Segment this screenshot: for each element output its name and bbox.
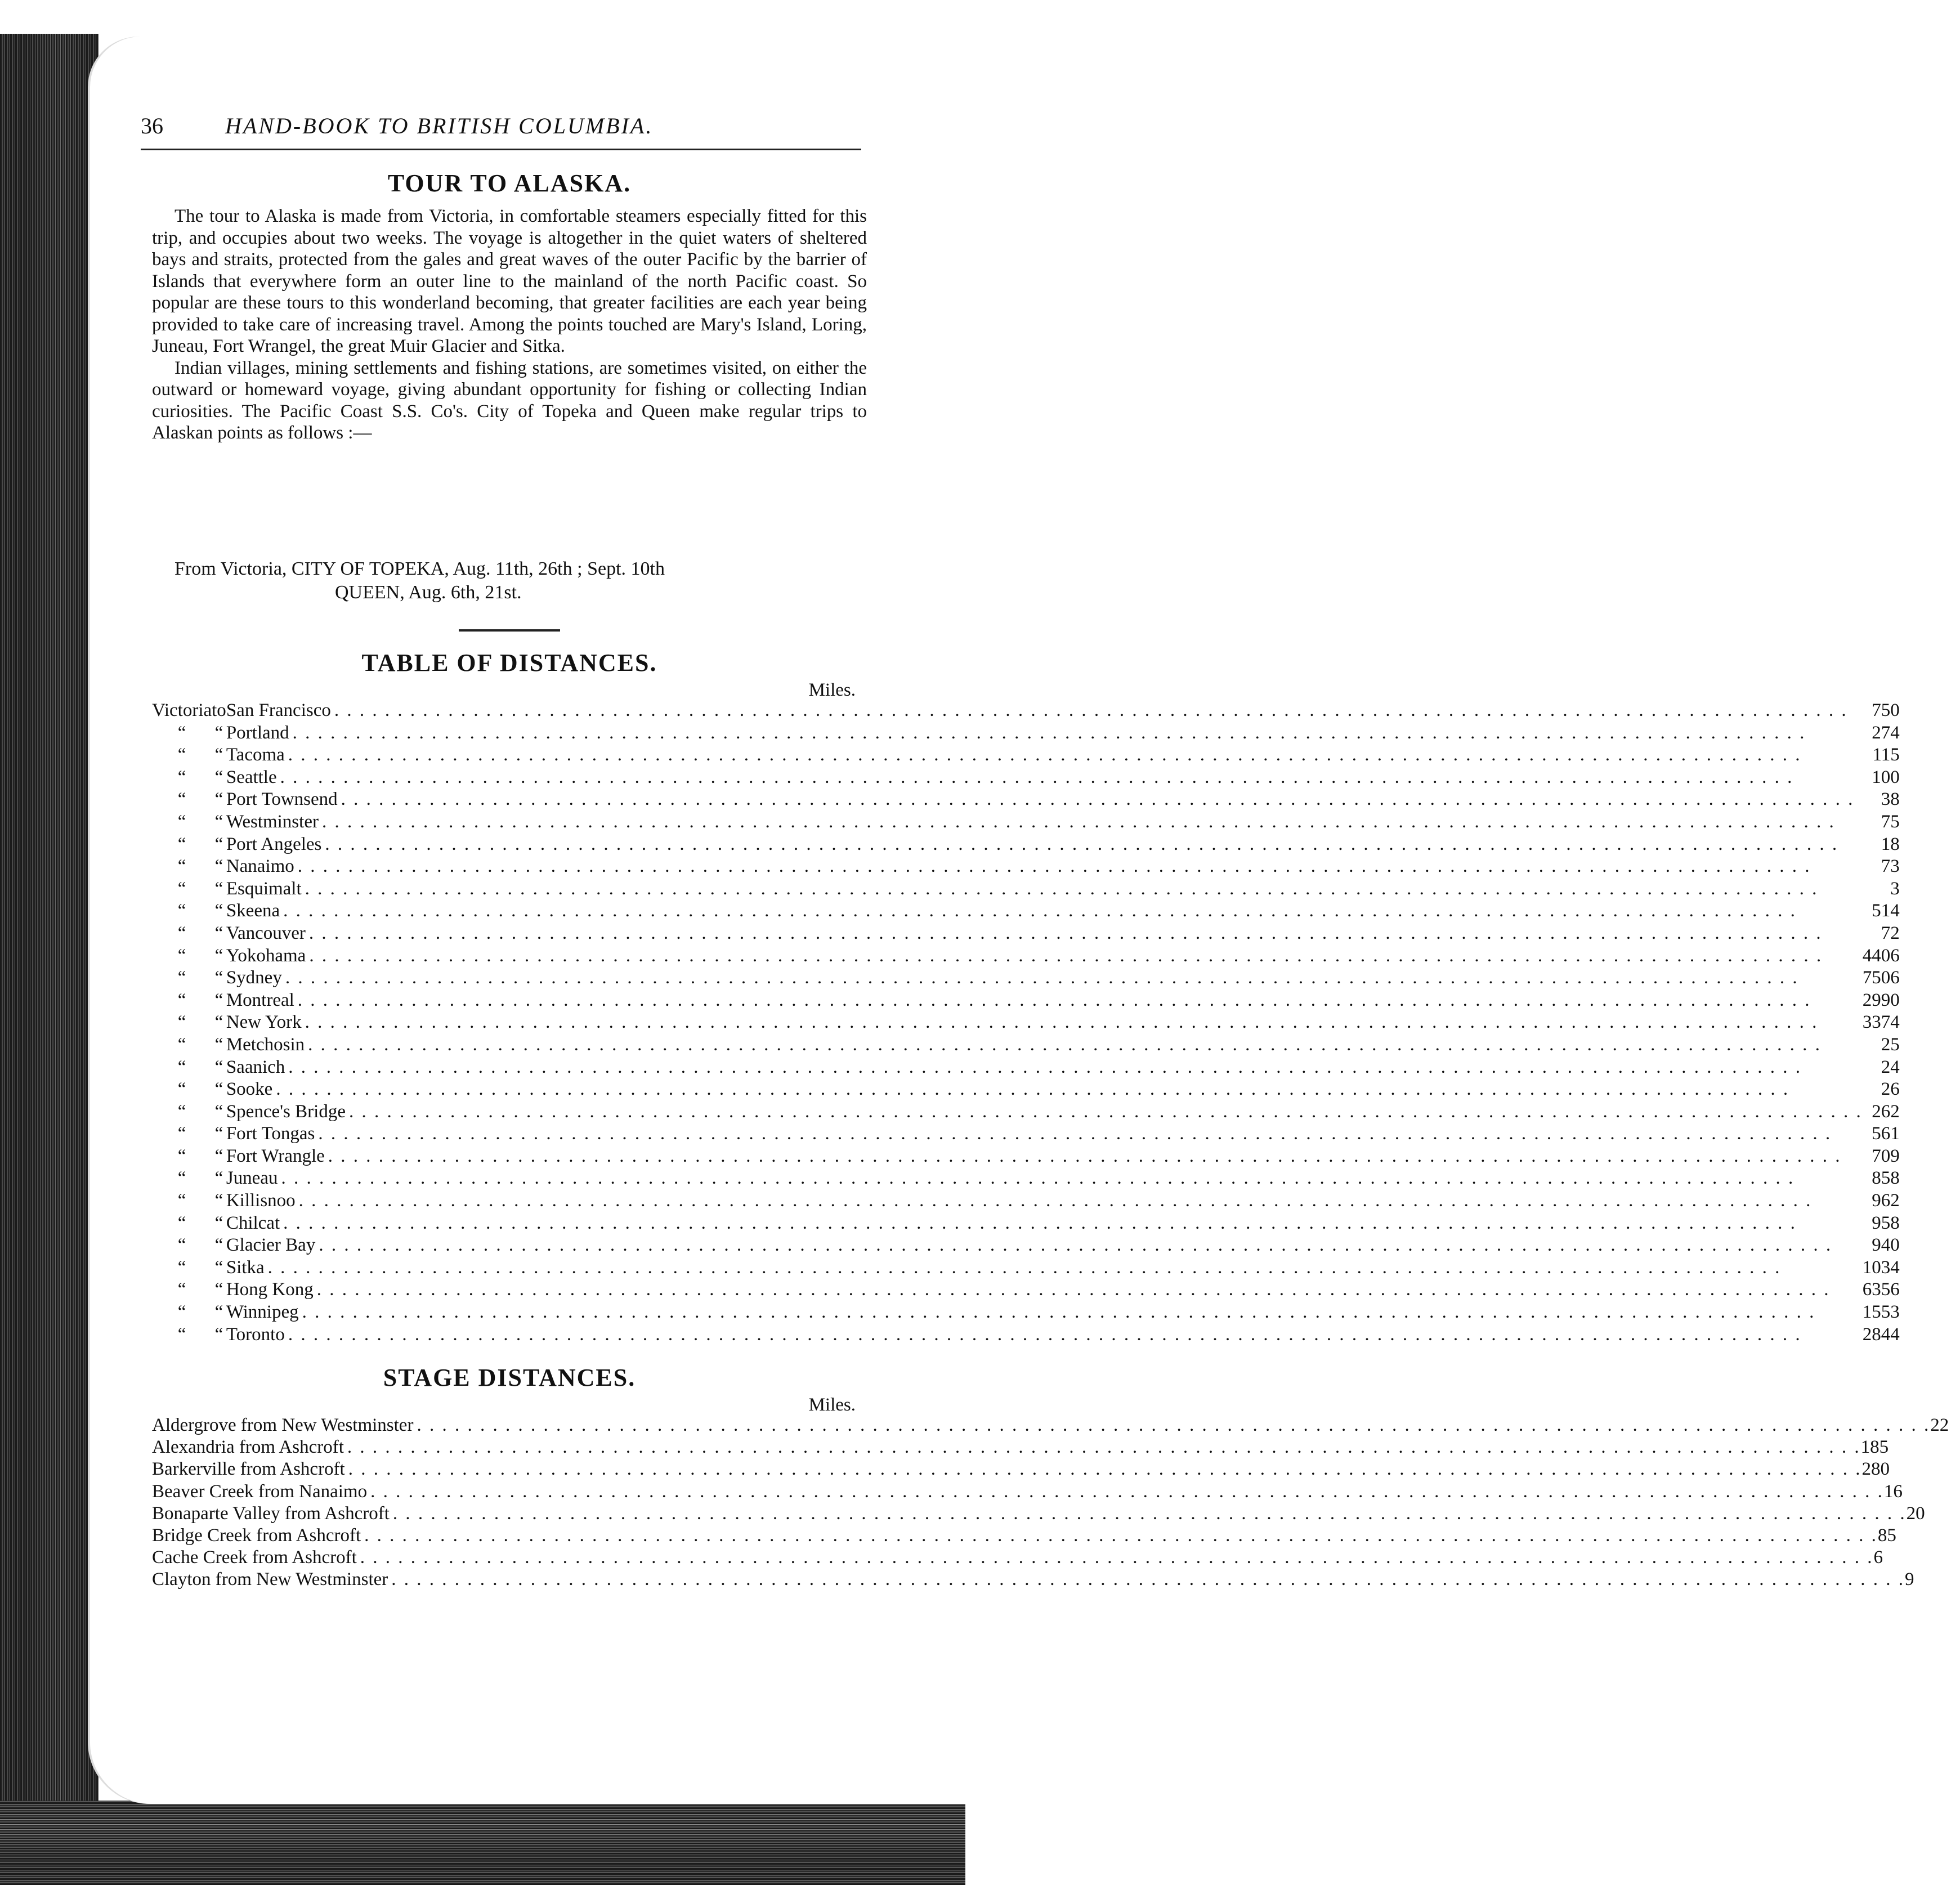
distance-row xyxy=(152,1279,1911,1301)
destination-name: Nanaimo xyxy=(226,856,294,877)
to-cell: “ xyxy=(214,1012,223,1033)
distance-row xyxy=(152,1123,1911,1145)
distance-miles: 2990 xyxy=(1862,989,1900,1010)
leader-dots: . . . . . . . . . . . . . . . . . . . . . . . . . . . . . . . . . . . . . . . . . . . . . . . . . . . . . . . . . . . . . . . . . . . . . . . . . . . . . . . . . . . . . . . . . . . . . . . . . . . . . . . . . . . . . . . . . . . . . . . . xyxy=(348,1459,1862,1480)
origin-cell: “ xyxy=(177,1235,186,1256)
leader-dots: . . . . . . . . . . . . . . . . . . . . . . . . . . . . . . . . . . . . . . . . . . . . . . . . . . . . . . . . . . . . . . . . . . . . . . . . . . . . . . . . . . . . . . . . . . . . . . . . . . . . . . . . . . . . . . . . . . . . . . . . xyxy=(321,811,1836,832)
destination-name: Metchosin xyxy=(226,1034,305,1055)
destination-name: Sydney xyxy=(226,968,282,988)
distance-row xyxy=(152,700,1911,722)
leader-dots: . . . . . . . . . . . . . . . . . . . . . . . . . . . . . . . . . . . . . . . . . . . . . . . . . . . . . . . . . . . . . . . . . . . . . . . . . . . . . . . . . . . . . . . . . . . . . . . . . . . . . . . . . . . . . . . . . . . . . . . . xyxy=(319,1235,1833,1256)
leader-dots: . . . . . . . . . . . . . . . . . . . . . . . . . . . . . . . . . . . . . . . . . . . . . . . . . . . . . . . . . . . . . . . . . . . . . . . . . . . . . . . . . . . . . . . . . . . . . . . . . . . . . . . . . . . . . . . . . . . . . . . . xyxy=(392,1503,1907,1524)
distance-row xyxy=(152,834,1911,856)
to-cell: “ xyxy=(214,989,223,1010)
leader-dots: . . . . . . . . . . . . . . . . . . . . . . . . . . . . . . . . . . . . . . . . . . . . . . . . . . . . . . . . . . . . . . . . . . . . . . . . . . . . . . . . . . . . . . . . . . . . . . . . . . . . . . . . . . . . . . . . . . . . . . . . xyxy=(334,700,1848,720)
leader-dots: . . . . . . . . . . . . . . . . . . . . . . . . . . . . . . . . . . . . . . . . . . . . . . . . . . . . . . . . . . . . . . . . . . . . . . . . . . . . . . . . . . . . . . . . . . . . . . . . . . . . . . . . . . . . . . . . . . . . . . . . xyxy=(341,789,1855,810)
tour-paragraph-2-text: Indian villages, mining settlements and fishing stations, are sometimes visited, on either the outward or homeward voyage, giving abundant opportunity for fishing or collecting Indian curiosities. The Pacific Coast S.S. Co's. City of Topeka and Queen make regular trips to Alaskan points as follows :— xyxy=(152,357,867,443)
leader-dots: . . . . . . . . . . . . . . . . . . . . . . . . . . . . . . . . . . . . . . . . . . . . . . . . . . . . . . . . . . . . . . . . . . . . . . . . . . . . . . . . . . . . . . . . . . . . . . . . . . . . . . . . . . . . . . . . . . . . . . . . xyxy=(297,856,1811,877)
leader-dots: . . . . . . . . . . . . . . . . . . . . . . . . . . . . . . . . . . . . . . . . . . . . . . . . . . . . . . . . . . . . . . . . . . . . . . . . . . . . . . . . . . . . . . . . . . . . . . . . . . . . . . . . . . . . . . . . . . . . . . . . xyxy=(292,722,1806,743)
stage-miles: 185 xyxy=(1860,1437,1889,1458)
distance-miles: 25 xyxy=(1881,1034,1900,1055)
distance-miles: 4406 xyxy=(1862,945,1900,966)
destination-name: Saanich xyxy=(226,1056,285,1077)
leader-dots: . . . . . . . . . . . . . . . . . . . . . . . . . . . . . . . . . . . . . . . . . . . . . . . . . . . . . . . . . . . . . . . . . . . . . . . . . . . . . . . . . . . . . . . . . . . . . . . . . . . . . . . . . . . . . . . . . . . . . . . . xyxy=(309,945,1823,966)
destination-name: Yokohama xyxy=(226,945,306,966)
leader-dots: . . . . . . . . . . . . . . . . . . . . . . . . . . . . . . . . . . . . . . . . . . . . . . . . . . . . . . . . . . . . . . . . . . . . . . . . . . . . . . . . . . . . . . . . . . . . . . . . . . . . . . . . . . . . . . . . . . . . . . . . xyxy=(316,1279,1831,1300)
origin-cell: “ xyxy=(177,1257,186,1278)
distance-miles: 6356 xyxy=(1862,1279,1900,1300)
distance-row xyxy=(152,945,1911,968)
origin-cell: “ xyxy=(177,901,186,921)
leader-dots: . . . . . . . . . . . . . . . . . . . . . . . . . . . . . . . . . . . . . . . . . . . . . . . . . . . . . . . . . . . . . . . . . . . . . . . . . . . . . . . . . . . . . . . . . . . . . . . . . . . . . . . . . . . . . . . . . . . . . . . . xyxy=(325,834,1839,854)
destination-name: Westminster xyxy=(226,811,319,832)
distance-miles: 26 xyxy=(1881,1079,1900,1100)
to-cell: to xyxy=(212,700,226,720)
origin-cell: “ xyxy=(177,923,186,943)
distance-row xyxy=(152,744,1911,767)
running-header xyxy=(141,113,861,139)
leader-dots: . . . . . . . . . . . . . . . . . . . . . . . . . . . . . . . . . . . . . . . . . . . . . . . . . . . . . . . . . . . . . . . . . . . . . . . . . . . . . . . . . . . . . . . . . . . . . . . . . . . . . . . . . . . . . . . . . . . . . . . . xyxy=(360,1547,1874,1568)
distance-miles: 115 xyxy=(1872,745,1900,765)
to-cell: “ xyxy=(214,789,223,810)
to-cell: “ xyxy=(214,834,223,854)
stage-place: Bonaparte Valley from Ashcroft xyxy=(152,1503,390,1524)
stage-miles-header: Miles. xyxy=(808,1395,856,1415)
stage-row xyxy=(152,1547,1883,1569)
running-title: HAND-BOOK TO BRITISH COLUMBIA. xyxy=(225,113,654,138)
origin-cell: “ xyxy=(177,1145,186,1166)
distance-miles: 7506 xyxy=(1862,968,1900,988)
to-cell: “ xyxy=(214,923,223,943)
distance-miles: 858 xyxy=(1872,1168,1900,1189)
leader-dots: . . . . . . . . . . . . . . . . . . . . . . . . . . . . . . . . . . . . . . . . . . . . . . . . . . . . . . . . . . . . . . . . . . . . . . . . . . . . . . . . . . . . . . . . . . . . . . . . . . . . . . . . . . . . . . . . . . . . . . . . xyxy=(391,1569,1905,1590)
leader-dots: . . . . . . . . . . . . . . . . . . . . . . . . . . . . . . . . . . . . . . . . . . . . . . . . . . . . . . . . . . . . . . . . . . . . . . . . . . . . . . . . . . . . . . . . . . . . . . . . . . . . . . . . . . . . . . . . . . . . . . . . xyxy=(305,878,1819,899)
origin-cell: “ xyxy=(177,1079,186,1100)
distance-miles: 262 xyxy=(1872,1101,1900,1122)
origin-cell: “ xyxy=(177,1279,186,1300)
leader-dots: . . . . . . . . . . . . . . . . . . . . . . . . . . . . . . . . . . . . . . . . . . . . . . . . . . . . . . . . . . . . . . . . . . . . . . . . . . . . . . . . . . . . . . . . . . . . . . . . . . . . . . . . . . . . . . . . . . . . . . . . xyxy=(305,1012,1819,1033)
distances-miles-header: Miles. xyxy=(808,680,856,700)
page-number: 36 xyxy=(141,113,163,138)
stage-title: STAGE DISTANCES. xyxy=(383,1364,636,1391)
origin-cell: “ xyxy=(177,968,186,988)
destination-name: Seattle xyxy=(226,767,277,787)
leader-dots: . . . . . . . . . . . . . . . . . . . . . . . . . . . . . . . . . . . . . . . . . . . . . . . . . . . . . . . . . . . . . . . . . . . . . . . . . . . . . . . . . . . . . . . . . . . . . . . . . . . . . . . . . . . . . . . . . . . . . . . . xyxy=(318,1123,1832,1144)
distance-row xyxy=(152,923,1911,945)
distance-row xyxy=(152,767,1911,789)
destination-name: Juneau xyxy=(226,1168,278,1189)
distance-row xyxy=(152,989,1911,1012)
distance-miles: 561 xyxy=(1872,1123,1900,1144)
distance-miles: 73 xyxy=(1881,856,1900,877)
distance-row xyxy=(152,1301,1911,1324)
destination-name: Killisnoo xyxy=(226,1190,296,1211)
to-cell: “ xyxy=(214,856,223,877)
origin-cell: “ xyxy=(177,1190,186,1211)
stage-miles: 85 xyxy=(1877,1525,1896,1546)
scan-edge-bottom xyxy=(0,1801,965,1885)
origin-cell: “ xyxy=(177,1034,186,1055)
distance-row xyxy=(152,811,1911,834)
origin-cell: “ xyxy=(177,1324,186,1345)
stage-place: Alexandria from Ashcroft xyxy=(152,1437,344,1458)
tour-section xyxy=(152,169,867,444)
stage-place: Aldergrove from New Westminster xyxy=(152,1415,414,1435)
tour-title: TOUR TO ALASKA. xyxy=(387,169,632,197)
stage-place: Beaver Creek from Nanaimo xyxy=(152,1481,368,1502)
distances-section xyxy=(152,648,1900,1346)
to-cell: “ xyxy=(214,901,223,921)
stage-miles: 6 xyxy=(1873,1547,1883,1568)
sailing-line-2: QUEEN, Aug. 6th, 21st. xyxy=(335,582,522,603)
to-cell: “ xyxy=(214,1302,223,1323)
distances-table xyxy=(152,700,1911,1346)
distance-miles: 958 xyxy=(1872,1212,1900,1233)
distance-row xyxy=(152,1167,1911,1190)
stage-row xyxy=(152,1414,1949,1436)
leader-dots: . . . . . . . . . . . . . . . . . . . . . . . . . . . . . . . . . . . . . . . . . . . . . . . . . . . . . . . . . . . . . . . . . . . . . . . . . . . . . . . . . . . . . . . . . . . . . . . . . . . . . . . . . . . . . . . . . . . . . . . . xyxy=(281,1168,1795,1189)
distance-row xyxy=(152,1257,1911,1279)
distance-miles: 514 xyxy=(1872,901,1900,921)
to-cell: “ xyxy=(214,811,223,832)
stage-row xyxy=(152,1525,1896,1547)
stage-place: Cache Creek from Ashcroft xyxy=(152,1547,357,1568)
distance-row xyxy=(152,1078,1911,1101)
origin-cell: “ xyxy=(177,989,186,1010)
origin-cell: “ xyxy=(177,878,186,899)
destination-name: Montreal xyxy=(226,989,294,1010)
destination-name: Fort Tongas xyxy=(226,1123,315,1144)
distance-row xyxy=(152,1011,1911,1034)
distance-miles: 100 xyxy=(1872,767,1900,787)
distance-row xyxy=(152,1190,1911,1212)
distances-title: TABLE OF DISTANCES. xyxy=(361,649,657,677)
leader-dots: . . . . . . . . . . . . . . . . . . . . . . . . . . . . . . . . . . . . . . . . . . . . . . . . . . . . . . . . . . . . . . . . . . . . . . . . . . . . . . . . . . . . . . . . . . . . . . . . . . . . . . . . . . . . . . . . . . . . . . . . xyxy=(280,767,1794,787)
distance-row xyxy=(152,1034,1911,1056)
to-cell: “ xyxy=(214,1279,223,1300)
origin-cell: “ xyxy=(177,1101,186,1122)
distance-miles: 38 xyxy=(1881,789,1900,810)
destination-name: Glacier Bay xyxy=(226,1235,316,1256)
destination-name: New York xyxy=(226,1012,302,1033)
leader-dots: . . . . . . . . . . . . . . . . . . . . . . . . . . . . . . . . . . . . . . . . . . . . . . . . . . . . . . . . . . . . . . . . . . . . . . . . . . . . . . . . . . . . . . . . . . . . . . . . . . . . . . . . . . . . . . . . . . . . . . . . xyxy=(297,989,1811,1010)
destination-name: Toronto xyxy=(226,1324,285,1345)
distance-miles: 3 xyxy=(1890,878,1900,899)
distance-miles: 940 xyxy=(1872,1235,1900,1256)
destination-name: Hong Kong xyxy=(226,1279,314,1300)
destination-name: Sooke xyxy=(226,1079,273,1100)
origin-cell: “ xyxy=(177,1123,186,1144)
to-cell: “ xyxy=(214,1235,223,1256)
origin-cell: “ xyxy=(177,834,186,854)
to-cell: “ xyxy=(214,878,223,899)
leader-dots: . . . . . . . . . . . . . . . . . . . . . . . . . . . . . . . . . . . . . . . . . . . . . . . . . . . . . . . . . . . . . . . . . . . . . . . . . . . . . . . . . . . . . . . . . . . . . . . . . . . . . . . . . . . . . . . . . . . . . . . . xyxy=(308,923,1823,943)
sailings xyxy=(152,557,867,605)
distance-row xyxy=(152,1101,1911,1123)
distance-row xyxy=(152,1212,1911,1235)
destination-name: Winnipeg xyxy=(226,1302,299,1323)
distance-miles: 3374 xyxy=(1862,1012,1900,1033)
distance-miles: 1553 xyxy=(1862,1302,1900,1323)
stage-miles: 20 xyxy=(1906,1503,1925,1524)
leader-dots: . . . . . . . . . . . . . . . . . . . . . . . . . . . . . . . . . . . . . . . . . . . . . . . . . . . . . . . . . . . . . . . . . . . . . . . . . . . . . . . . . . . . . . . . . . . . . . . . . . . . . . . . . . . . . . . . . . . . . . . . xyxy=(288,1056,1802,1077)
leader-dots: . . . . . . . . . . . . . . . . . . . . . . . . . . . . . . . . . . . . . . . . . . . . . . . . . . . . . . . . . . . . . . . . . . . . . . . . . . . . . . . . . . . . . . . . . . . . . . . . . . . . . . . . . . . . . . . . . . . . . . . . xyxy=(364,1525,1878,1546)
destination-name: Spence's Bridge xyxy=(226,1101,346,1122)
origin-cell: “ xyxy=(177,1212,186,1233)
origin-cell: “ xyxy=(177,1168,186,1189)
distance-row xyxy=(152,967,1911,989)
leader-dots: . . . . . . . . . . . . . . . . . . . . . . . . . . . . . . . . . . . . . . . . . . . . . . . . . . . . . . . . . . . . . . . . . . . . . . . . . . . . . . . . . . . . . . . . . . . . . . . . . . . . . . . . . . . . . . . . . . . . . . . . xyxy=(370,1481,1884,1502)
leader-dots: . . . . . . . . . . . . . . . . . . . . . . . . . . . . . . . . . . . . . . . . . . . . . . . . . . . . . . . . . . . . . . . . . . . . . . . . . . . . . . . . . . . . . . . . . . . . . . . . . . . . . . . . . . . . . . . . . . . . . . . . xyxy=(308,1034,1822,1055)
destination-name: Skeena xyxy=(226,901,280,921)
distance-row xyxy=(152,856,1911,878)
distance-row xyxy=(152,1324,1911,1346)
stage-row xyxy=(152,1503,1925,1525)
stage-place: Barkerville from Ashcroft xyxy=(152,1459,345,1480)
to-cell: “ xyxy=(214,1257,223,1278)
distance-miles: 709 xyxy=(1872,1145,1900,1166)
to-cell: “ xyxy=(214,1190,223,1211)
to-cell: “ xyxy=(214,1212,223,1233)
to-cell: “ xyxy=(214,722,223,743)
destination-name: Sitka xyxy=(226,1257,265,1278)
origin-cell: “ xyxy=(177,1056,186,1077)
leader-dots: . . . . . . . . . . . . . . . . . . . . . . . . . . . . . . . . . . . . . . . . . . . . . . . . . . . . . . . . . . . . . . . . . . . . . . . . . . . . . . . . . . . . . . . . . . . . . . . . . . . . . . . . . . . . . . . . . . . . . . . . xyxy=(288,1324,1802,1345)
origin-cell: “ xyxy=(177,789,186,810)
to-cell: “ xyxy=(214,1123,223,1144)
leader-dots: . . . . . . . . . . . . . . . . . . . . . . . . . . . . . . . . . . . . . . . . . . . . . . . . . . . . . . . . . . . . . . . . . . . . . . . . . . . . . . . . . . . . . . . . . . . . . . . . . . . . . . . . . . . . . . . . . . . . . . . . xyxy=(283,1212,1797,1233)
leader-dots: . . . . . . . . . . . . . . . . . . . . . . . . . . . . . . . . . . . . . . . . . . . . . . . . . . . . . . . . . . . . . . . . . . . . . . . . . . . . . . . . . . . . . . . . . . . . . . . . . . . . . . . . . . . . . . . . . . . . . . . . xyxy=(328,1145,1842,1166)
origin-cell: “ xyxy=(177,811,186,832)
sailing-line-1: From Victoria, CITY OF TOPEKA, Aug. 11th, 26th ; Sept. 10th xyxy=(174,558,665,579)
leader-dots: . . . . . . . . . . . . . . . . . . . . . . . . . . . . . . . . . . . . . . . . . . . . . . . . . . . . . . . . . . . . . . . . . . . . . . . . . . . . . . . . . . . . . . . . . . . . . . . . . . . . . . . . . . . . . . . . . . . . . . . . xyxy=(298,1190,1813,1211)
distance-miles: 274 xyxy=(1872,722,1900,743)
distance-row xyxy=(152,1145,1911,1168)
leader-dots: . . . . . . . . . . . . . . . . . . . . . . . . . . . . . . . . . . . . . . . . . . . . . . . . . . . . . . . . . . . . . . . . . . . . . . . . . . . . . . . . . . . . . . . . . . . . . . . . . . . . . . . . . . . . . . . . . . . . . . . . xyxy=(288,745,1802,765)
distance-row xyxy=(152,789,1911,811)
distance-row xyxy=(152,722,1911,745)
distance-miles: 1034 xyxy=(1862,1257,1900,1278)
leader-dots: . . . . . . . . . . . . . . . . . . . . . . . . . . . . . . . . . . . . . . . . . . . . . . . . . . . . . . . . . . . . . . . . . . . . . . . . . . . . . . . . . . . . . . . . . . . . . . . . . . . . . . . . . . . . . . . . . . . . . . . . xyxy=(267,1257,1782,1278)
header-rule xyxy=(141,149,861,150)
origin-cell: “ xyxy=(177,1012,186,1033)
distance-row xyxy=(152,1234,1911,1257)
origin-cell: “ xyxy=(177,1302,186,1323)
destination-name: Port Angeles xyxy=(226,834,322,854)
destination-name: Fort Wrangle xyxy=(226,1145,325,1166)
leader-dots: . . . . . . . . . . . . . . . . . . . . . . . . . . . . . . . . . . . . . . . . . . . . . . . . . . . . . . . . . . . . . . . . . . . . . . . . . . . . . . . . . . . . . . . . . . . . . . . . . . . . . . . . . . . . . . . . . . . . . . . . xyxy=(276,1079,1790,1100)
stage-miles: 16 xyxy=(1883,1481,1903,1502)
stage-row xyxy=(152,1436,1889,1458)
distance-miles: 24 xyxy=(1881,1056,1900,1077)
destination-name: Chilcat xyxy=(226,1212,280,1233)
tour-paragraph-2 xyxy=(152,357,867,444)
stage-list xyxy=(152,1414,1949,1591)
distance-miles: 75 xyxy=(1881,811,1900,832)
leader-dots: . . . . . . . . . . . . . . . . . . . . . . . . . . . . . . . . . . . . . . . . . . . . . . . . . . . . . . . . . . . . . . . . . . . . . . . . . . . . . . . . . . . . . . . . . . . . . . . . . . . . . . . . . . . . . . . . . . . . . . . . xyxy=(417,1415,1931,1435)
destination-name: Tacoma xyxy=(226,745,285,765)
destination-name: Port Townsend xyxy=(226,789,338,810)
distance-miles: 962 xyxy=(1872,1190,1900,1211)
tour-paragraph-1: The tour to Alaska is made from Victoria, in comfortable steamers especially fitted for this trip, and occupies about two weeks. The voyage is altogether in the quiet waters of sheltered bays and straits, protected from the gales and great waves of the outer Pacific by the barrier of Islands that everywhere form an outer line to the mainland of the north Pacific coast. So popular are these tours to this wonderland becoming, that greater facilities are each year being provided to take care of increasing travel. Among the points touched are Mary's Island, Loring, Juneau, Fort Wrangel, the great Muir Glacier and Sitka. xyxy=(152,206,867,356)
origin-cell: Victoria xyxy=(152,700,212,720)
origin-cell: “ xyxy=(177,722,186,743)
distance-miles: 2844 xyxy=(1862,1324,1900,1345)
stage-miles: 22 xyxy=(1930,1415,1949,1435)
to-cell: “ xyxy=(214,968,223,988)
stage-section xyxy=(152,1363,1949,1591)
distance-row xyxy=(152,900,1911,923)
destination-name: Portland xyxy=(226,722,289,743)
to-cell: “ xyxy=(214,1324,223,1345)
stage-row xyxy=(152,1481,1903,1503)
to-cell: “ xyxy=(214,1056,223,1077)
stage-place: Clayton from New Westminster xyxy=(152,1569,388,1590)
origin-cell: “ xyxy=(177,745,186,765)
distance-row xyxy=(152,878,1911,901)
to-cell: “ xyxy=(214,1168,223,1189)
destination-name: Esquimalt xyxy=(226,878,302,899)
to-cell: “ xyxy=(214,767,223,787)
leader-dots: . . . . . . . . . . . . . . . . . . . . . . . . . . . . . . . . . . . . . . . . . . . . . . . . . . . . . . . . . . . . . . . . . . . . . . . . . . . . . . . . . . . . . . . . . . . . . . . . . . . . . . . . . . . . . . . . . . . . . . . . xyxy=(283,901,1797,921)
to-cell: “ xyxy=(214,1079,223,1100)
leader-dots: . . . . . . . . . . . . . . . . . . . . . . . . . . . . . . . . . . . . . . . . . . . . . . . . . . . . . . . . . . . . . . . . . . . . . . . . . . . . . . . . . . . . . . . . . . . . . . . . . . . . . . . . . . . . . . . . . . . . . . . . xyxy=(348,1101,1863,1122)
stage-place: Bridge Creek from Ashcroft xyxy=(152,1525,361,1546)
origin-cell: “ xyxy=(177,856,186,877)
distance-row xyxy=(152,1056,1911,1079)
distance-miles: 18 xyxy=(1881,834,1900,854)
to-cell: “ xyxy=(214,745,223,765)
leader-dots: . . . . . . . . . . . . . . . . . . . . . . . . . . . . . . . . . . . . . . . . . . . . . . . . . . . . . . . . . . . . . . . . . . . . . . . . . . . . . . . . . . . . . . . . . . . . . . . . . . . . . . . . . . . . . . . . . . . . . . . . xyxy=(302,1302,1816,1323)
distance-miles: 72 xyxy=(1881,923,1900,943)
leader-dots: . . . . . . . . . . . . . . . . . . . . . . . . . . . . . . . . . . . . . . . . . . . . . . . . . . . . . . . . . . . . . . . . . . . . . . . . . . . . . . . . . . . . . . . . . . . . . . . . . . . . . . . . . . . . . . . . . . . . . . . . xyxy=(347,1437,1861,1458)
to-cell: “ xyxy=(214,1101,223,1122)
to-cell: “ xyxy=(214,1145,223,1166)
stage-miles: 9 xyxy=(1905,1569,1914,1590)
to-cell: “ xyxy=(214,945,223,966)
section-divider xyxy=(152,629,867,632)
stage-row xyxy=(152,1458,1890,1480)
to-cell: “ xyxy=(214,1034,223,1055)
origin-cell: “ xyxy=(177,767,186,787)
stage-miles: 280 xyxy=(1861,1459,1890,1480)
origin-cell: “ xyxy=(177,945,186,966)
stage-row xyxy=(152,1569,1914,1591)
distance-miles: 750 xyxy=(1872,700,1900,720)
scan-edge-left xyxy=(0,34,99,1835)
destination-name: Vancouver xyxy=(226,923,306,943)
leader-dots: . . . . . . . . . . . . . . . . . . . . . . . . . . . . . . . . . . . . . . . . . . . . . . . . . . . . . . . . . . . . . . . . . . . . . . . . . . . . . . . . . . . . . . . . . . . . . . . . . . . . . . . . . . . . . . . . . . . . . . . . xyxy=(285,968,1799,988)
destination-name: San Francisco xyxy=(226,700,331,720)
